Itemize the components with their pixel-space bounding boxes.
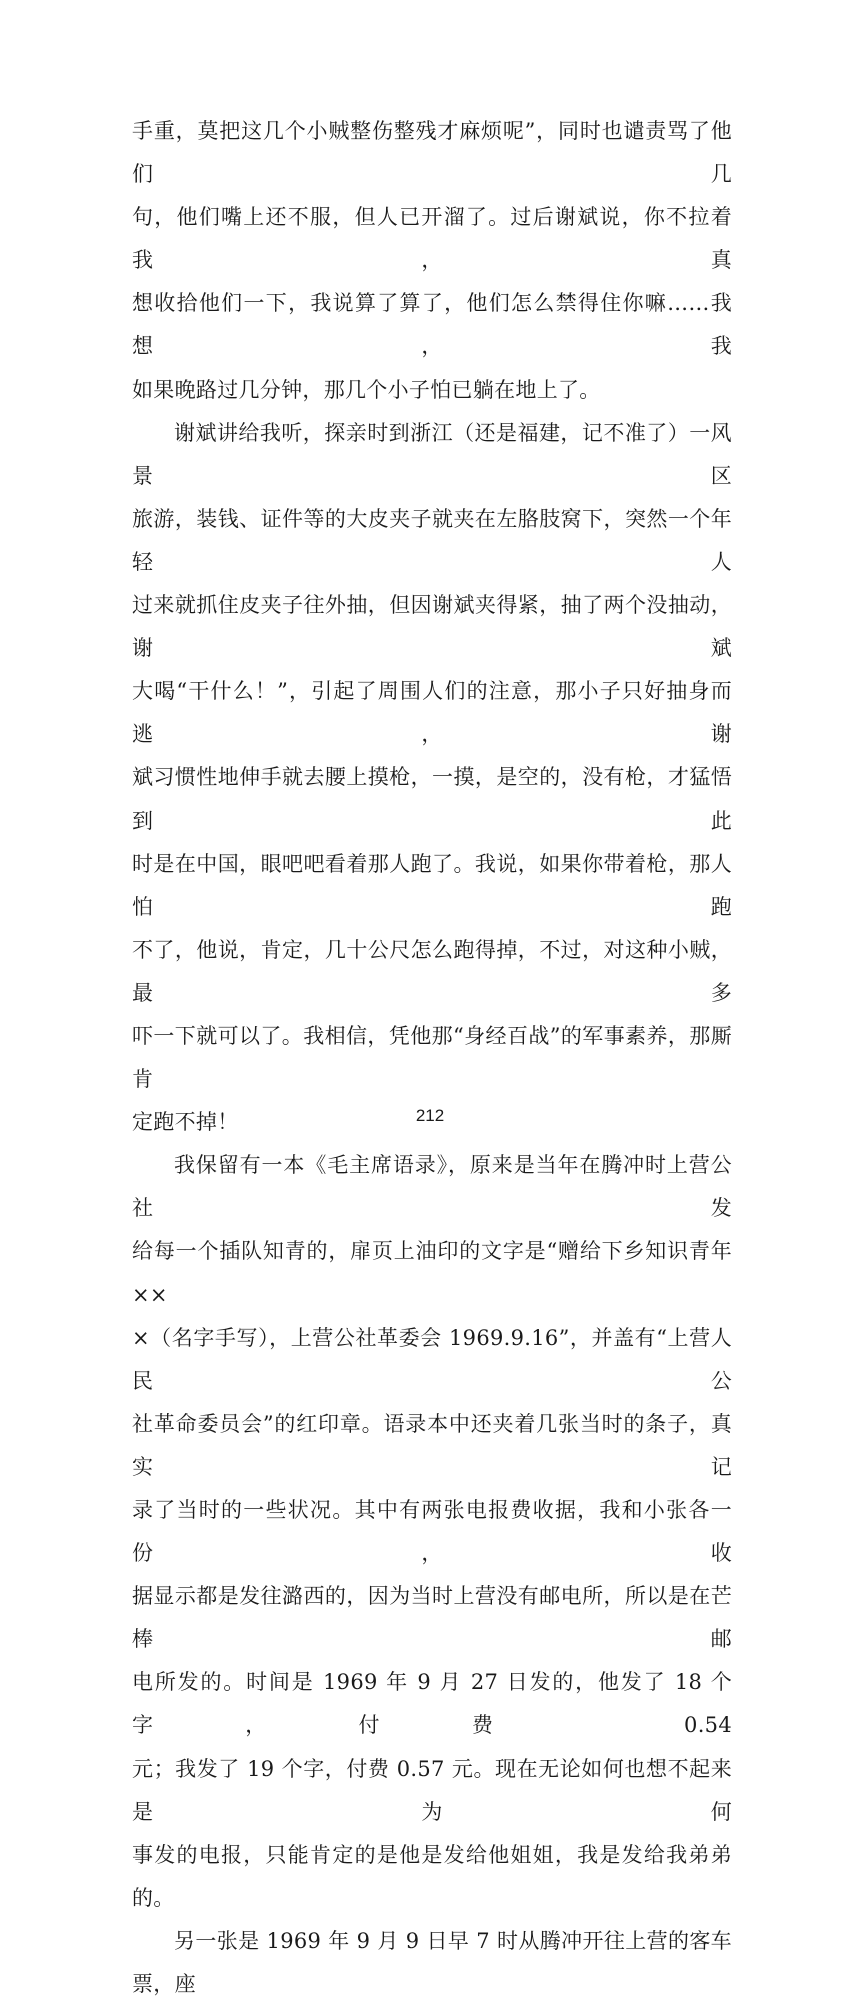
text-line: 另一张是 1969 年 9 月 9 日早 7 时从腾冲开往上营的客车票，座 [132, 1928, 732, 1997]
paragraph-2 [132, 412, 732, 1145]
text-line: 给每一个插队知青的，扉页上油印的文字是“赠给下乡知识青年×× [132, 1239, 732, 1307]
text-line: 我保留有一本《毛主席语录》，原来是当年在腾冲时上营公社发 [132, 1153, 732, 1221]
page-body [132, 110, 732, 2006]
text-line: 大喝“干什么！”，引起了周围人们的注意，那小子只好抽身而逃，谢 [132, 679, 732, 747]
text-line: 事发的电报，只能肯定的是他是发给他姐姐，我是发给我弟弟的。 [132, 1842, 732, 1910]
text-line: 元；我发了 19 个字，付费 0.57 元。现在无论如何也想不起来是为何 [132, 1756, 732, 1824]
paragraph-4 [132, 1920, 732, 2006]
text-line: 吓一下就可以了。我相信，凭他那“身经百战”的军事素养，那厮肯 [132, 1023, 732, 1092]
text-line: 如果晚路过几分钟，那几个小子怕已躺在地上了。 [132, 377, 601, 402]
paragraph-3 [132, 1144, 732, 1920]
text-line: 不了，他说，肯定，几十公尺怎么跑得掉，不过，对这种小贼，最多 [132, 937, 732, 1005]
text-line: 想收拾他们一下，我说算了算了，他们怎么禁得住你嘛……我想，我 [132, 291, 732, 359]
text-line: 手重，莫把这几个小贼整伤整残才麻烦呢”，同时也谴责骂了他们几 [132, 119, 732, 187]
text-line: 旅游，装钱、证件等的大皮夹子就夹在左胳肢窝下，突然一个年轻人 [132, 506, 732, 574]
text-line: ×（名字手写），上营公社革委会 1969.9.16”，并盖有“上营人民公 [132, 1325, 732, 1393]
text-line: 录了当时的一些状况。其中有两张电报费收据，我和小张各一份，收 [132, 1498, 732, 1566]
text-line: 据显示都是发往潞西的，因为当时上营没有邮电所，所以是在芒棒邮 [132, 1584, 732, 1652]
page-number: 212 [415, 1106, 445, 1125]
text-line: 时是在中国，眼吧吧看着那人跑了。我说，如果你带着枪，那人怕跑 [132, 851, 732, 919]
text-line: 过来就抓住皮夹子往外抽，但因谢斌夹得紧，抽了两个没抽动，谢斌 [132, 593, 732, 661]
text-line: 电所发的。时间是 1969 年 9 月 27 日发的，他发了 18 个字，付费 0.54 [132, 1670, 732, 1738]
text-line: 句，他们嘴上还不服，但人已开溜了。过后谢斌说，你不拉着我，真 [132, 205, 732, 273]
text-line: 社革命委员会”的红印章。语录本中还夹着几张当时的条子，真实记 [132, 1411, 732, 1479]
text-line: 定跑不掉！ [132, 1110, 239, 1135]
text-line: 斌习惯性地伸手就去腰上摸枪，一摸，是空的，没有枪，才猛悟到此 [132, 765, 732, 833]
text-line: 谢斌讲给我听，探亲时到浙江（还是福建，记不准了）一风景区 [132, 420, 732, 488]
paragraph-1 [132, 110, 732, 412]
